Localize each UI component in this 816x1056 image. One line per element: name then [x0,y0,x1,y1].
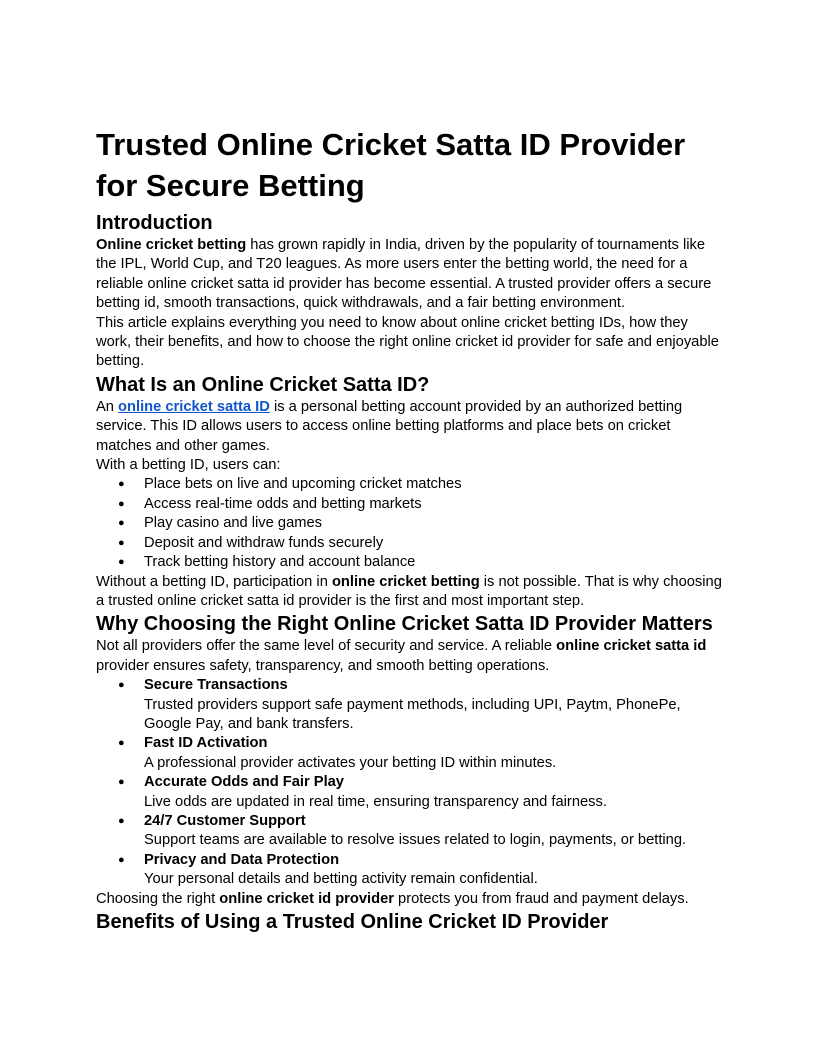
bullet-icon: ● [118,478,125,491]
list-item [96,475,726,494]
intro-heading: Introduction [96,212,213,234]
list-item-text: Access real-time odds and betting markets [144,495,422,512]
why-p1-pre: Not all providers offer the same level of security and service. A reliable [96,638,557,655]
bullet-icon: ● [118,556,125,569]
list-item [96,851,726,890]
intro-paragraph-2: This article explains everything you need to know about online cricket betting IDs, how they work, their benefits, and how to choose the right online cricket id provider for safe and enjoyable betting. [96,314,719,370]
list-item-title: Accurate Odds and Fair Play [144,774,344,791]
list-item-title: Secure Transactions [144,677,288,694]
bullet-icon: ● [118,679,125,692]
what-is-paragraph-1 [96,398,726,456]
list-item [96,553,726,572]
list-item-title: Fast ID Activation [144,735,268,752]
list-item [96,734,726,773]
why-paragraph-2 [96,890,726,909]
intro-paragraph-1 [96,236,726,314]
list-item-desc: Live odds are updated in real time, ensuring transparency and fairness. [144,793,607,810]
list-item-desc: Support teams are available to resolve issues related to login, payments, or betting. [144,832,687,849]
what-is-text-pre: An [96,398,119,415]
page-title: Trusted Online Cricket Satta ID Provider for Secure Betting [96,127,686,203]
what-is-bullet-list [96,475,726,572]
list-item-text: Deposit and withdraw funds securely [144,534,384,551]
why-p1-bold: online cricket satta id [556,638,707,655]
list-item-title: 24/7 Customer Support [144,812,306,829]
bullet-icon: ● [118,497,125,510]
what-is-text-post: is a personal betting account provided by an authorized betting service. This ID allows users to access online betting platforms and place bets on cricket matches and other games. [96,398,683,454]
list-item [96,534,726,553]
why-p2-post: protects you from fraud and payment delays. [393,890,689,907]
list-item [96,514,726,533]
what-is-paragraph-2: With a betting ID, users can: [96,457,281,474]
why-p1-post: provider ensures safety, transparency, and smooth betting operations. [96,657,550,674]
what-is-p3-pre: Without a betting ID, participation in [96,573,332,590]
list-item [96,676,726,734]
why-bullet-list [96,676,726,889]
list-item [96,495,726,514]
benefits-heading: Benefits of Using a Trusted Online Cricket ID Provider [96,911,609,933]
list-item-text: Track betting history and account balance [144,554,416,571]
list-item-text: Play casino and live games [144,515,322,532]
what-is-paragraph-3 [96,573,726,612]
list-item-text: Place bets on live and upcoming cricket matches [144,476,462,493]
what-is-p3-post: is not possible. That is why choosing a trusted online cricket satta id provider is the first and most important step. [96,573,722,609]
bullet-icon: ● [118,737,125,750]
list-item-desc: Trusted providers support safe payment methods, including UPI, Paytm, PhonePe, Google Pay, and bank transfers. [144,696,681,732]
bullet-icon: ● [118,776,125,789]
bullet-icon: ● [118,814,125,827]
document-content [96,124,726,935]
bullet-icon: ● [118,853,125,866]
intro-text: has grown rapidly in India, driven by the popularity of tournaments like the IPL, World Cup, and T20 leagues. As more users enter the betting world, the need for a reliable online cricket satta id provider has become essential. A trusted provider offers a secure betting id, smooth transactions, quick withdrawals, and a fair betting environment. [96,237,712,312]
why-p2-bold: online cricket id provider [219,890,394,907]
what-is-p3-bold: online cricket betting [331,573,480,590]
list-item [96,773,726,812]
why-paragraph-1 [96,637,726,676]
why-p2-pre: Choosing the right [96,890,220,907]
what-is-heading: What Is an Online Cricket Satta ID? [96,373,430,396]
satta-id-link[interactable]: online cricket satta ID [118,398,270,415]
list-item-desc: A professional provider activates your betting ID within minutes. [144,754,557,771]
bullet-icon: ● [118,536,125,549]
why-heading: Why Choosing the Right Online Cricket Satta ID Provider Matters [96,613,713,636]
list-item [96,812,726,851]
intro-bold-term: Online cricket betting [96,237,247,253]
list-item-title: Privacy and Data Protection [144,851,340,868]
list-item-desc: Your personal details and betting activity remain confidential. [144,871,538,888]
bullet-icon: ● [118,517,125,530]
